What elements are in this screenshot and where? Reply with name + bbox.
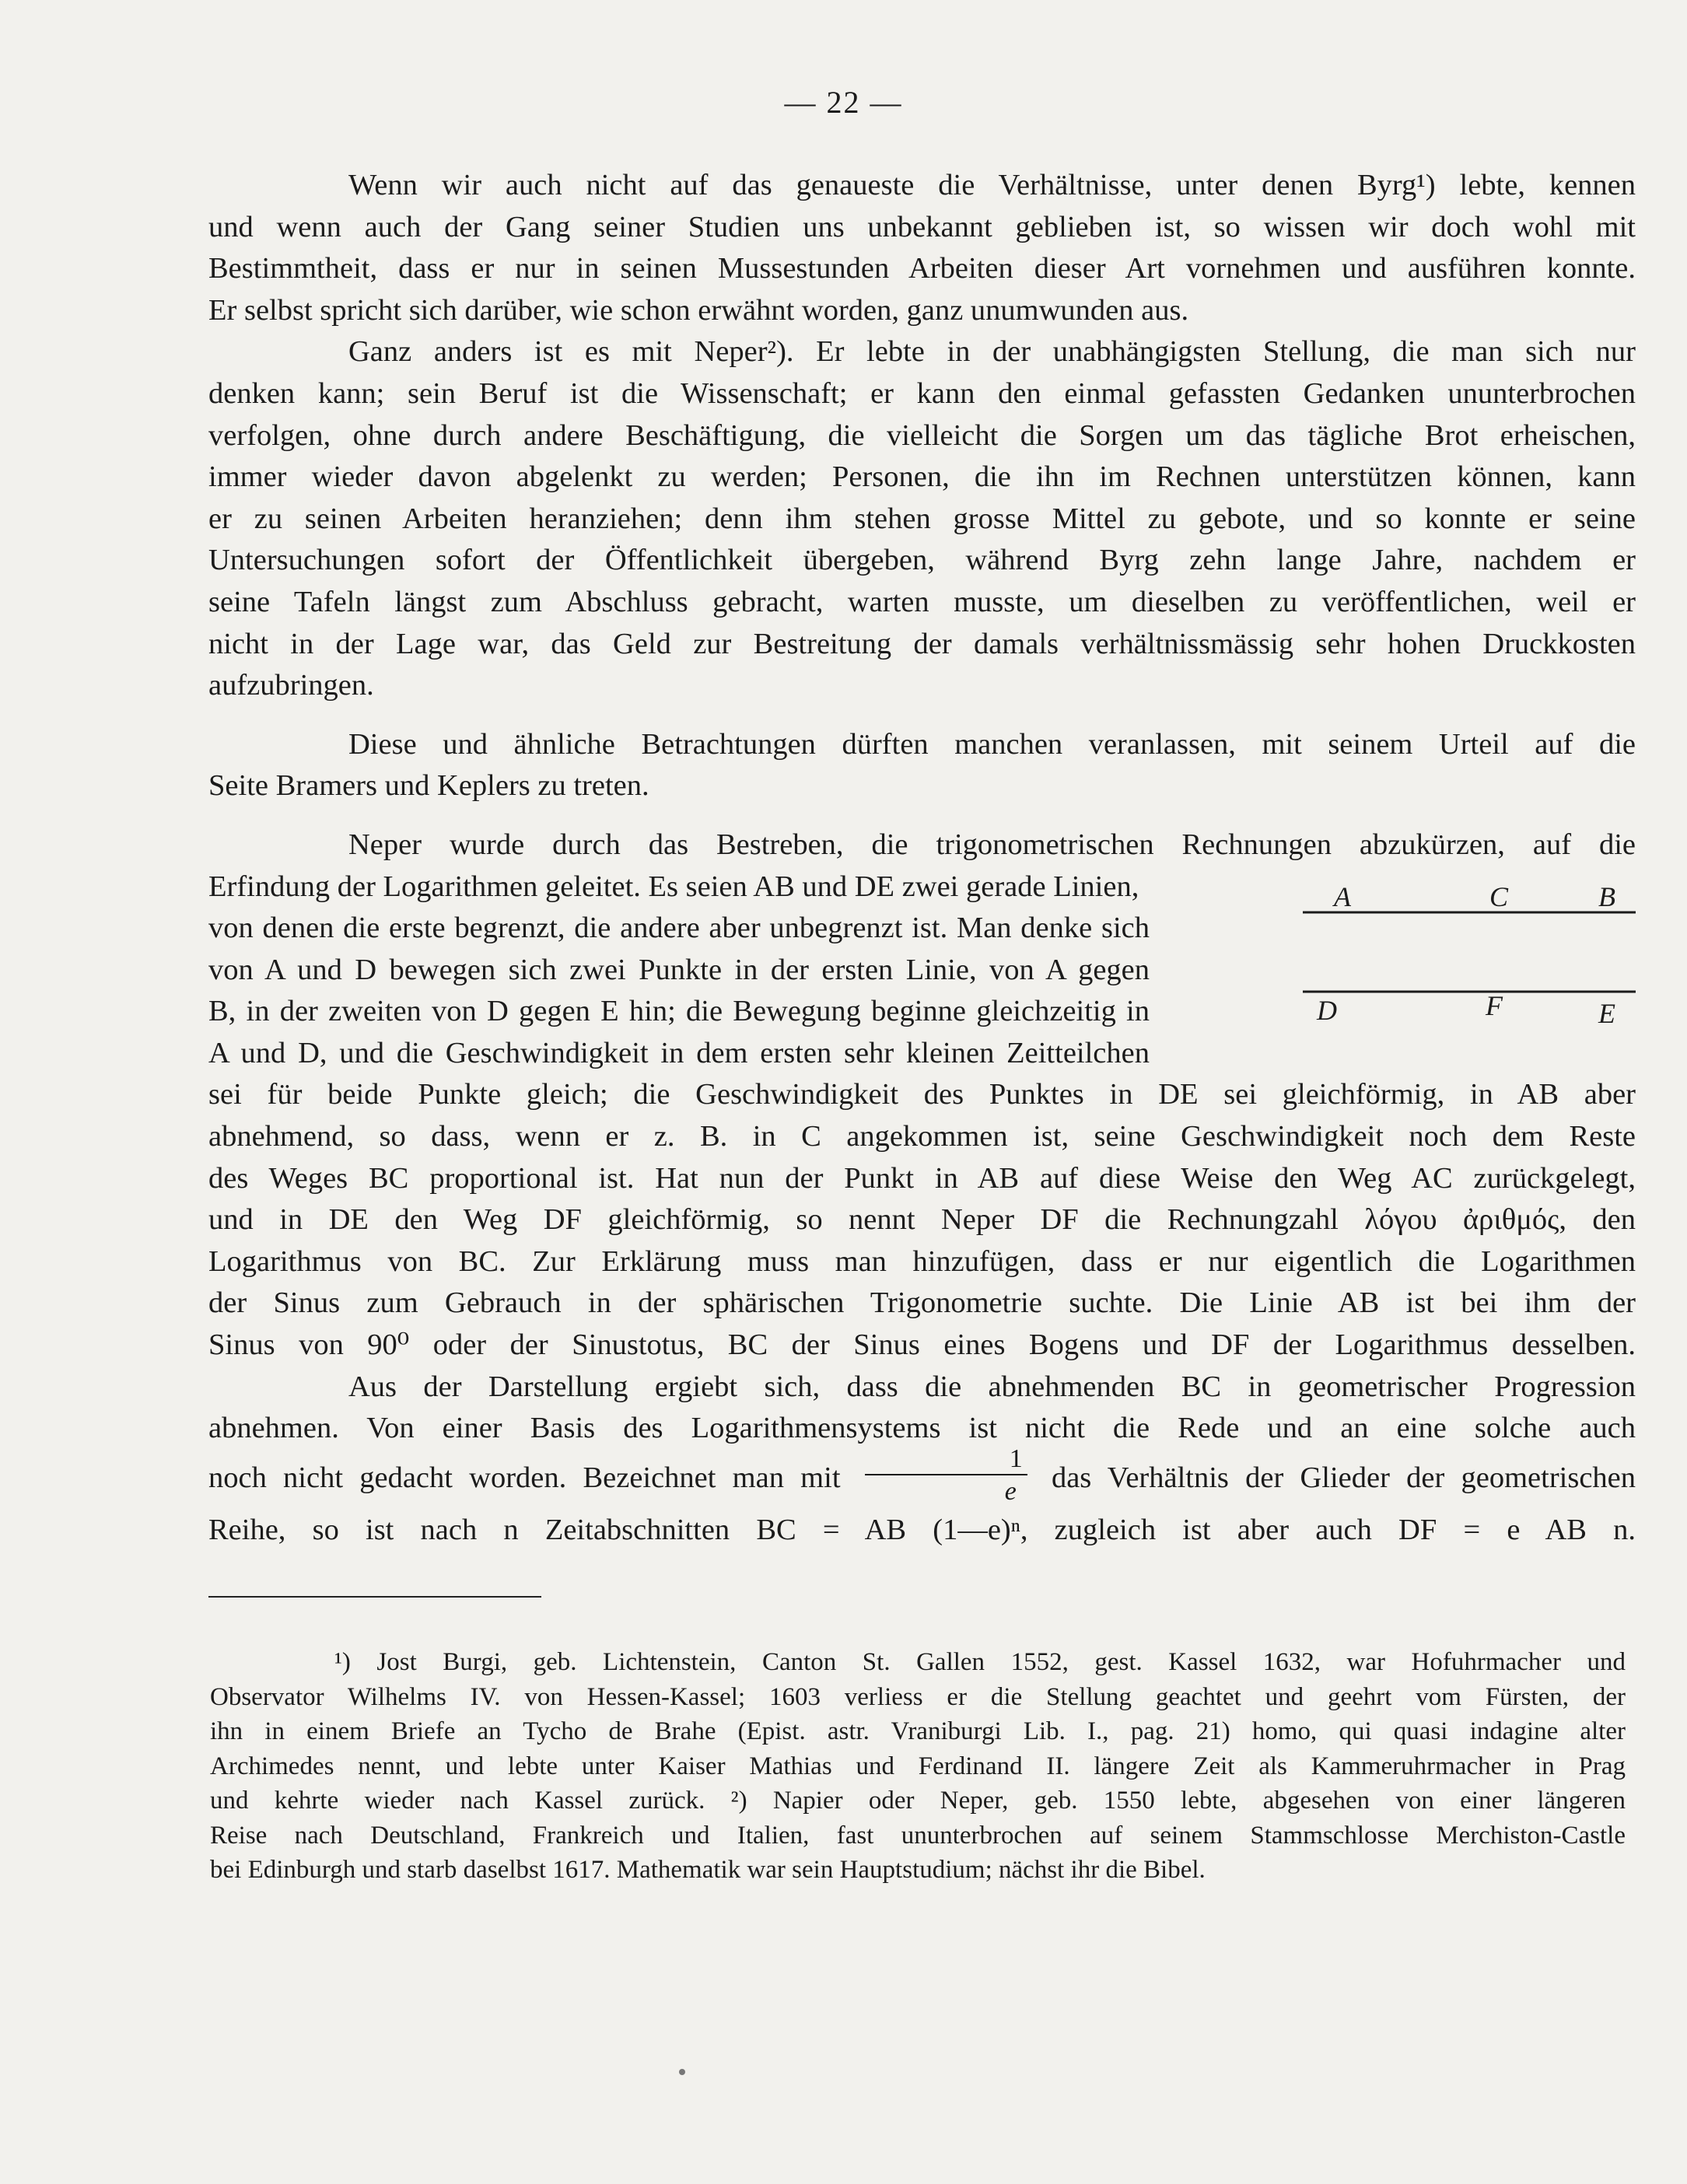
- text-segment: noch nicht gedacht worden. Bezeichnet man mit: [208, 1461, 841, 1494]
- text-line: Reihe, so ist nach n Zeitabschnitten BC = AB (1—e)ⁿ, zugleich ist aber auch DF = e AB n.: [208, 1513, 1636, 1546]
- footnote-line: und kehrte wieder nach Kassel zurück. ²) Napier oder Neper, geb. 1550 lebte, abgesehen von einer längeren: [210, 1787, 1626, 1815]
- text-line: und wenn auch der Gang seiner Studien uns unbekannt geblieben ist, so wissen wir doch wohl mit: [208, 210, 1636, 243]
- text-line: A und D, und die Geschwindigkeit in dem ersten sehr kleinen Zeitteilchen: [208, 1036, 1150, 1069]
- paragraph-1: [208, 165, 1636, 331]
- label-d: D: [1317, 995, 1337, 1026]
- text-line: Untersuchungen sofort der Öffentlichkeit übergeben, während Byrg zehn lange Jahre, nachdem er: [208, 544, 1636, 577]
- text-line: Aus der Darstellung ergiebt sich, dass die abnehmenden BC in geometrischer Progression: [348, 1370, 1636, 1403]
- label-a: A: [1334, 881, 1351, 912]
- fraction-numerator: 1: [865, 1446, 1027, 1475]
- footnotes: [210, 1645, 1626, 1888]
- text-line: nicht in der Lage war, das Geld zur Bestreitung der damals verhältnissmässig sehr hohen Druckkosten: [208, 627, 1636, 660]
- text-segment: das Verhältnis der Glieder der geometrischen: [1051, 1461, 1636, 1494]
- paragraph-2: [208, 331, 1636, 706]
- text-line: Neper wurde durch das Bestreben, die trigonometrischen Rechnungen abzukürzen, auf die: [348, 828, 1636, 861]
- text-line: Logarithmus von BC. Zur Erklärung muss man hinzufügen, dass er nur eigentlich die Logarithmen: [208, 1244, 1636, 1278]
- line-diagram: [1295, 875, 1637, 1031]
- footnote-text: ¹) Jost Burgi, geb. Lichtenstein, Canton St. Gallen 1552, gest. Kassel 1632, war Hofuhrmacher und: [334, 1648, 1626, 1676]
- text-line: Er selbst spricht sich darüber, wie schon erwähnt worden, ganz unumwunden aus.: [208, 293, 1189, 327]
- text-line: Ganz anders ist es mit Neper²). Er lebte in der unabhängigsten Stellung, die man sich nur: [348, 335, 1636, 369]
- page-number: — 22 —: [784, 85, 903, 120]
- footnote-line: Observator Wilhelms IV. von Hessen-Kassel; 1603 verliess er die Stellung geachtet und geehrt vom Fürsten, der: [210, 1682, 1626, 1711]
- text-line: B, in der zweiten von D gegen E hin; die Bewegung beginne gleichzeitig in: [208, 995, 1150, 1028]
- footnote-rule: [208, 1596, 541, 1598]
- fraction-denominator: e: [1004, 1476, 1017, 1506]
- fraction: [865, 1446, 1027, 1505]
- footnote-line: ihn in einem Briefe an Tycho de Brahe (Epist. astr. Vraniburgi Lib. I., pag. 21) homo, qui quasi indagine alter: [210, 1717, 1626, 1745]
- label-c: C: [1489, 881, 1509, 912]
- label-b: B: [1598, 881, 1615, 912]
- text-line: er zu seinen Arbeiten heranziehen; denn ihm stehen grosse Mittel zu gebote, und so konnte er seine: [208, 502, 1636, 535]
- text-line: denken kann; sein Beruf ist die Wissenschaft; er kann den einmal gefassten Gedanken ununterbrochen: [208, 376, 1636, 410]
- diagram-svg: [1295, 875, 1637, 1031]
- text-line: von A und D bewegen sich zwei Punkte in der ersten Linie, von A gegen: [208, 953, 1150, 986]
- text-line: sei für beide Punkte gleich; die Geschwindigkeit des Punktes in DE sei gleichförmig, in AB aber: [208, 1078, 1636, 1111]
- fraction-line: [68, 1444, 1636, 1510]
- text-line: Diese und ähnliche Betrachtungen dürften manchen veranlassen, mit seinem Urteil auf die: [348, 727, 1636, 761]
- paragraph-5: [208, 1367, 1636, 1552]
- paragraph-3: [208, 724, 1636, 807]
- text-line: Bestimmtheit, dass er nur in seinen Mussestunden Arbeiten dieser Art vornehmen und ausführen konnte.: [208, 252, 1636, 285]
- text-line: des Weges BC proportional ist. Hat nun der Punkt in AB auf diese Weise den Weg AC zurückgelegt,: [208, 1161, 1636, 1195]
- text-line: abnehmen. Von einer Basis des Logarithmensystems ist nicht die Rede und an eine solche auch: [208, 1412, 1636, 1445]
- text-line: Erfindung der Logarithmen geleitet. Es seien AB und DE zwei gerade Linien,: [208, 870, 1139, 903]
- text-line: seine Tafeln längst zum Abschluss gebracht, warten musste, um dieselben zu veröffentlichen, weil er: [208, 585, 1636, 618]
- text-line: und in DE den Weg DF gleichförmig, so nennt Neper DF die Rechnungzahl λόγου ἀριθμός, den: [208, 1203, 1636, 1237]
- text-line: abnehmend, so dass, wenn er z. B. in C angekommen ist, seine Geschwindigkeit noch dem Reste: [208, 1120, 1636, 1153]
- text-line: Seite Bramers und Keplers zu treten.: [208, 769, 649, 803]
- main-text: [208, 165, 1636, 1552]
- text-line: aufzubringen.: [208, 669, 374, 702]
- label-f: F: [1486, 990, 1503, 1021]
- text-line: von denen die erste begrenzt, die andere aber unbegrenzt ist. Man denke sich: [208, 912, 1150, 945]
- ink-speck: [679, 2069, 685, 2075]
- footnote-line: Reise nach Deutschland, Frankreich und Italien, fast ununterbrochen auf seinem Stammschlosse Merchiston-Castle: [210, 1821, 1626, 1850]
- text-line: der Sinus zum Gebrauch in der sphärischen Trigonometrie suchte. Die Linie AB ist bei ihm der: [208, 1286, 1636, 1320]
- text-line: immer wieder davon abgelenkt zu werden; Personen, die ihn im Rechnen unterstützen können, kann: [208, 460, 1636, 494]
- text-line: Wenn wir auch nicht auf das genaueste die Verhältnisse, unter denen Byrg¹) lebte, kennen: [348, 169, 1636, 201]
- footnote-line: Archimedes nennt, und lebte unter Kaiser Mathias und Ferdinand II. längere Zeit als Kammeruhrmacher in Prag: [210, 1752, 1626, 1780]
- footnote-line: [210, 1645, 1626, 1680]
- footnote-line: bei Edinburgh und starb daselbst 1617. Mathematik war sein Hauptstudium; nächst ihr die Bibel.: [210, 1856, 1206, 1884]
- text-line: Sinus von 90⁰ oder der Sinustotus, BC der Sinus eines Bogens und DF der Logarithmus desselben.: [208, 1328, 1636, 1362]
- text-line: verfolgen, ohne durch andere Beschäftigung, die vielleicht die Sorgen um das tägliche Brot erheischen,: [208, 418, 1636, 452]
- label-e: E: [1598, 998, 1615, 1029]
